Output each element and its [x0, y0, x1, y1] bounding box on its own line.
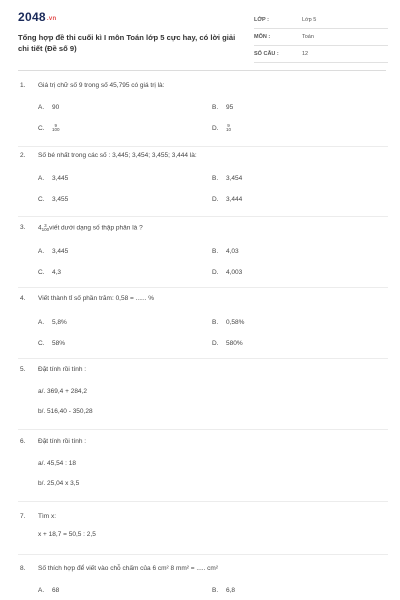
answer-line: x + 18,7 = 50,5 : 2,5 — [38, 531, 96, 538]
option-letter: C. — [38, 269, 45, 276]
fraction-denominator: 100 — [41, 227, 50, 232]
option-value: 90 — [52, 104, 60, 111]
option-letter: B. — [212, 248, 219, 255]
fraction-denominator: 100 — [52, 127, 60, 132]
option-a — [38, 175, 68, 182]
question-4 — [20, 295, 380, 355]
question-8 — [20, 565, 380, 600]
option-letter: D. — [212, 124, 219, 132]
fraction — [226, 124, 231, 132]
meta-label-socau: SỐ CÂU : — [254, 51, 279, 57]
question-6 — [20, 438, 380, 498]
question-2 — [20, 152, 380, 212]
option-b — [212, 175, 242, 182]
option-d — [212, 124, 231, 132]
question-number: 3. — [20, 224, 26, 231]
option-value: 0,58% — [226, 319, 245, 326]
question-text: Số thích hợp để viết vào chỗ chấm của 6 cm² 8 mm² = ..... cm² — [38, 565, 219, 572]
meta-value-lop: Lớp 5 — [302, 17, 317, 23]
question-text: Tìm x: — [38, 513, 57, 520]
option-letter: C. — [38, 340, 45, 347]
question-number: 2. — [20, 152, 26, 159]
question-separator — [18, 429, 388, 430]
question-separator — [18, 146, 388, 147]
answer-line-b: b/. 516,40 - 350,28 — [38, 408, 93, 415]
option-d — [212, 269, 242, 276]
question-separator — [18, 501, 388, 502]
question-separator — [18, 358, 388, 359]
answer-line-b: b/. 25,04 x 3,5 — [38, 480, 80, 487]
document-title: Tổng hợp đề thi cuối kì I môn Toán lớp 5 cực hay, có lời giải chi tiết (Đề số 9) — [18, 33, 236, 53]
meta-row-mon — [254, 31, 388, 46]
document-meta — [254, 14, 388, 65]
option-value: 68 — [52, 587, 60, 594]
option-value: 95 — [226, 104, 234, 111]
meta-value-mon: Toán — [302, 34, 314, 40]
option-a — [38, 319, 67, 326]
question-text: Đặt tính rồi tính : — [38, 438, 87, 445]
question-text: viết dưới dạng số thập phân là ? — [49, 224, 143, 232]
question-text: Số bé nhất trong các số : 3,445; 3,454; 3,455; 3,444 là: — [38, 152, 197, 159]
meta-row-lop — [254, 14, 388, 29]
question-number: 6. — [20, 438, 26, 445]
question-1 — [20, 82, 380, 142]
fraction — [52, 124, 60, 132]
option-value: 4,3 — [52, 269, 62, 276]
option-b — [212, 248, 239, 255]
logo-suffix: .vn — [46, 16, 57, 22]
meta-value-socau: 12 — [302, 51, 309, 57]
fraction-numerator: 9 — [54, 123, 58, 128]
question-text: Viết thành tỉ số phần trăm: 0,58 = ...... % — [38, 295, 155, 302]
question-number: 8. — [20, 565, 26, 572]
site-logo[interactable] — [18, 10, 56, 24]
question-7 — [20, 513, 380, 553]
fraction-numerator: 3 — [44, 223, 47, 228]
answer-line-a: a/. 369,4 + 284,2 — [38, 388, 87, 395]
option-letter: C. — [38, 124, 45, 132]
answer-line-a: a/. 45,54 : 18 — [38, 460, 76, 467]
option-b — [212, 104, 233, 111]
option-value: 58% — [52, 340, 66, 347]
meta-label-mon: MÔN : — [254, 34, 271, 40]
question-text: Giá trị chữ số 9 trong số 45,795 có giá trị là: — [38, 82, 165, 89]
option-value: 3,445 — [52, 248, 69, 255]
fraction — [42, 224, 50, 232]
option-value: 3,445 — [52, 175, 69, 182]
option-letter: B. — [212, 104, 219, 111]
question-number: 5. — [20, 366, 26, 373]
question-separator — [18, 287, 388, 288]
logo-text: 2048 — [18, 10, 46, 24]
meta-label-lop: LỚP : — [254, 17, 269, 23]
option-letter: A. — [38, 319, 45, 326]
question-text: Đặt tính rồi tính : — [38, 366, 87, 373]
option-a — [38, 587, 59, 594]
option-d — [212, 196, 242, 203]
question-3 — [20, 224, 380, 284]
option-letter: D. — [212, 340, 219, 347]
option-letter: B. — [212, 587, 219, 594]
question-number: 4. — [20, 295, 26, 302]
option-c — [38, 196, 68, 203]
option-value: 3,455 — [52, 196, 69, 203]
option-letter: D. — [212, 196, 219, 203]
option-c — [38, 340, 65, 347]
option-value: 580% — [226, 340, 243, 347]
option-c — [38, 124, 60, 132]
option-value: 5,8% — [52, 319, 67, 326]
option-a — [38, 248, 68, 255]
option-letter: B. — [212, 319, 219, 326]
question-5 — [20, 366, 380, 426]
option-value: 3,444 — [226, 196, 243, 203]
option-c — [38, 269, 61, 276]
option-value: 4,003 — [226, 269, 243, 276]
fraction-numerator: 9 — [227, 123, 230, 128]
header-divider — [18, 70, 386, 71]
question-separator — [18, 554, 388, 555]
option-value: 4,03 — [226, 248, 239, 255]
option-letter: C. — [38, 196, 45, 203]
option-letter: D. — [212, 269, 219, 276]
option-letter: A. — [38, 587, 45, 594]
option-letter: A. — [38, 248, 45, 255]
question-number: 1. — [20, 82, 26, 89]
option-b — [212, 319, 244, 326]
option-letter: B. — [212, 175, 219, 182]
question-separator — [18, 216, 388, 217]
option-a — [38, 104, 59, 111]
option-value: 6,8 — [226, 587, 236, 594]
option-d — [212, 340, 243, 347]
fraction-denominator: 10 — [226, 127, 232, 132]
meta-row-socau — [254, 48, 388, 63]
question-text-line — [38, 224, 143, 232]
option-letter: A. — [38, 104, 45, 111]
document-header — [18, 10, 388, 72]
mixed-number-whole: 4 — [38, 224, 42, 232]
option-value: 3,454 — [226, 175, 243, 182]
option-letter: A. — [38, 175, 45, 182]
question-number: 7. — [20, 513, 26, 520]
option-b — [212, 587, 235, 594]
